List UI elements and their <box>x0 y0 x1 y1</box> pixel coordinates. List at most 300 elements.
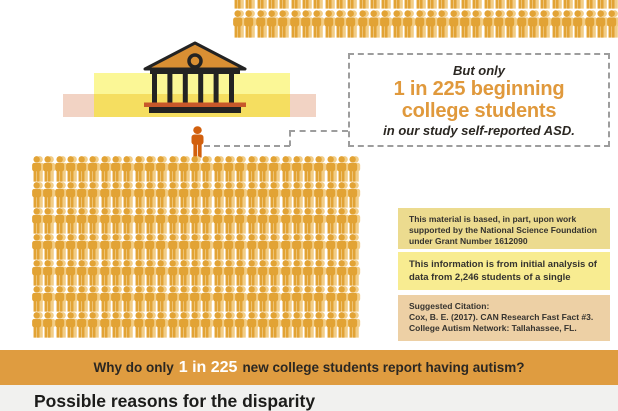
person-icon <box>268 234 279 260</box>
person-icon <box>313 312 324 338</box>
person-icon <box>178 156 189 182</box>
person-icon <box>212 208 223 234</box>
person-icon <box>425 0 436 9</box>
person-icon <box>323 0 334 9</box>
person-icon <box>189 182 200 208</box>
person-icon <box>99 286 110 312</box>
person-icon <box>110 182 121 208</box>
person-icon <box>76 312 87 338</box>
person-icon <box>178 260 189 286</box>
person-icon <box>257 312 268 338</box>
person-icon <box>144 234 155 260</box>
person-icon <box>167 234 178 260</box>
person-icon <box>87 156 98 182</box>
person-icon <box>470 0 481 9</box>
citation-box <box>398 295 610 341</box>
person-icon <box>347 260 358 286</box>
person-icon <box>347 234 358 260</box>
person-icon <box>223 260 234 286</box>
person-icon <box>516 0 527 9</box>
person-icon <box>291 208 302 234</box>
person-icon <box>234 312 245 338</box>
person-icon <box>234 234 245 260</box>
person-icon <box>277 10 288 38</box>
nsf-credit-box: This material is based, in part, upon work supported by the National Science Foundation under Grant Number 1612090 <box>398 208 610 249</box>
person-icon <box>121 286 132 312</box>
person-icon <box>110 208 121 234</box>
person-icon <box>538 0 549 9</box>
person-icon <box>538 10 549 38</box>
person-icon <box>155 234 166 260</box>
person-icon <box>99 156 110 182</box>
person-icon <box>42 234 53 260</box>
person-icon <box>99 312 110 338</box>
person-icon <box>200 208 211 234</box>
person-icon <box>223 234 234 260</box>
person-icon <box>257 286 268 312</box>
person-icon <box>345 0 356 9</box>
person-icon <box>482 10 493 38</box>
person-icon <box>280 156 291 182</box>
person-icon <box>448 0 459 9</box>
person-icon <box>155 182 166 208</box>
person-icon <box>54 286 65 312</box>
person-icon <box>414 0 425 9</box>
person-icon <box>76 260 87 286</box>
person-icon <box>246 260 257 286</box>
person-icon <box>200 286 211 312</box>
person-icon <box>291 234 302 260</box>
top-students-crowd <box>232 0 618 39</box>
crowd-row <box>232 0 618 10</box>
callout-box <box>348 53 610 147</box>
person-icon <box>345 10 356 38</box>
person-icon <box>391 0 402 9</box>
person-icon <box>42 312 53 338</box>
person-icon <box>313 182 324 208</box>
person-icon <box>54 234 65 260</box>
crowd-row <box>31 286 359 312</box>
person-icon <box>302 260 313 286</box>
person-icon <box>133 156 144 182</box>
citation-line: College Autism Network: Tallahassee, FL. <box>409 323 577 334</box>
person-icon <box>291 312 302 338</box>
person-icon <box>291 182 302 208</box>
section-heading: Possible reasons for the disparity <box>34 391 316 411</box>
crowd-row <box>232 10 618 39</box>
person-icon <box>155 260 166 286</box>
person-icon <box>268 312 279 338</box>
person-icon <box>223 182 234 208</box>
person-icon <box>54 260 65 286</box>
person-icon <box>255 0 266 9</box>
person-icon <box>280 234 291 260</box>
person-icon <box>246 286 257 312</box>
person-icon <box>504 10 515 38</box>
person-icon <box>313 208 324 234</box>
person-icon <box>121 156 132 182</box>
person-icon <box>212 312 223 338</box>
person-icon <box>189 312 200 338</box>
person-icon <box>313 260 324 286</box>
person-icon <box>76 156 87 182</box>
crowd-row <box>31 208 359 234</box>
person-icon <box>246 312 257 338</box>
person-icon <box>212 156 223 182</box>
person-icon <box>493 10 504 38</box>
person-icon <box>65 156 76 182</box>
callout-detail: in our study self-reported ASD. <box>383 122 575 138</box>
citation-line: Suggested Citation: <box>409 301 490 311</box>
person-icon <box>31 260 42 286</box>
person-icon <box>200 182 211 208</box>
person-icon <box>200 156 211 182</box>
person-icon <box>234 260 245 286</box>
data-source-box: This information is from initial analysis of data from 2,246 students of a single <box>398 252 610 290</box>
person-icon <box>334 0 345 9</box>
person-icon <box>280 182 291 208</box>
person-icon <box>54 182 65 208</box>
person-icon <box>87 234 98 260</box>
person-icon <box>99 182 110 208</box>
person-icon <box>302 312 313 338</box>
person-icon <box>178 182 189 208</box>
person-icon <box>54 156 65 182</box>
person-icon <box>76 234 87 260</box>
person-icon <box>336 182 347 208</box>
person-icon <box>31 156 42 182</box>
person-icon <box>234 208 245 234</box>
person-icon <box>595 10 606 38</box>
person-icon <box>155 286 166 312</box>
person-icon <box>110 260 121 286</box>
person-icon <box>110 286 121 312</box>
person-icon <box>189 286 200 312</box>
person-icon <box>133 208 144 234</box>
person-icon <box>550 0 561 9</box>
person-icon <box>167 156 178 182</box>
person-icon <box>595 0 606 9</box>
crowd-row <box>31 312 359 338</box>
person-icon <box>302 182 313 208</box>
person-icon <box>325 312 336 338</box>
person-icon <box>121 234 132 260</box>
person-icon <box>291 156 302 182</box>
person-icon <box>561 0 572 9</box>
person-icon <box>280 286 291 312</box>
person-icon <box>336 156 347 182</box>
person-icon <box>313 286 324 312</box>
person-icon <box>42 260 53 286</box>
person-icon <box>459 10 470 38</box>
person-icon <box>76 208 87 234</box>
person-icon <box>121 312 132 338</box>
person-icon <box>257 182 268 208</box>
person-icon <box>31 234 42 260</box>
person-icon <box>76 182 87 208</box>
person-icon <box>65 286 76 312</box>
person-icon <box>189 234 200 260</box>
person-icon <box>313 234 324 260</box>
person-icon <box>302 156 313 182</box>
person-icon <box>110 234 121 260</box>
person-icon <box>234 182 245 208</box>
crowd-row <box>31 260 359 286</box>
person-icon <box>189 260 200 286</box>
person-icon <box>31 312 42 338</box>
person-icon <box>234 156 245 182</box>
question-banner <box>0 350 618 385</box>
person-icon <box>42 208 53 234</box>
person-icon <box>144 260 155 286</box>
person-icon <box>391 10 402 38</box>
person-icon <box>268 286 279 312</box>
callout-subject: college students <box>401 99 557 122</box>
person-icon <box>121 182 132 208</box>
callout-ratio: 1 in 225 beginning <box>393 77 565 100</box>
person-icon <box>76 286 87 312</box>
banner-suffix: new college students report having autism? <box>242 360 525 375</box>
person-icon <box>379 0 390 9</box>
person-icon <box>232 0 243 9</box>
person-icon <box>448 10 459 38</box>
person-icon <box>65 312 76 338</box>
person-icon <box>291 260 302 286</box>
citation-line: Cox, B. E. (2017). CAN Research Fast Fact #3. <box>409 312 594 323</box>
college-building-icon <box>142 40 248 114</box>
person-icon <box>87 182 98 208</box>
person-icon <box>584 0 595 9</box>
students-crowd-grid <box>31 156 359 338</box>
person-icon <box>144 182 155 208</box>
person-icon <box>212 234 223 260</box>
crowd-row <box>31 156 359 182</box>
person-icon <box>325 182 336 208</box>
person-icon <box>584 10 595 38</box>
person-icon <box>121 208 132 234</box>
person-icon <box>402 0 413 9</box>
person-icon <box>246 234 257 260</box>
banner-ratio: 1 in 225 <box>178 358 238 376</box>
person-icon <box>212 182 223 208</box>
person-icon <box>257 260 268 286</box>
person-icon <box>280 312 291 338</box>
person-icon <box>302 234 313 260</box>
person-icon <box>144 312 155 338</box>
person-icon <box>436 10 447 38</box>
person-icon <box>257 156 268 182</box>
person-icon <box>289 10 300 38</box>
person-icon <box>334 10 345 38</box>
person-icon <box>167 208 178 234</box>
person-icon <box>99 208 110 234</box>
person-icon <box>133 234 144 260</box>
person-icon <box>189 208 200 234</box>
person-icon <box>268 208 279 234</box>
person-icon <box>200 260 211 286</box>
person-icon <box>87 260 98 286</box>
person-icon <box>280 208 291 234</box>
person-icon <box>65 234 76 260</box>
person-icon <box>65 260 76 286</box>
connector-line <box>289 131 291 146</box>
person-icon <box>133 312 144 338</box>
person-icon <box>99 234 110 260</box>
person-icon <box>482 0 493 9</box>
connector-line <box>204 145 290 147</box>
person-icon <box>402 10 413 38</box>
person-icon <box>31 182 42 208</box>
person-icon <box>223 208 234 234</box>
person-icon <box>606 10 617 38</box>
person-icon <box>325 156 336 182</box>
person-icon <box>246 156 257 182</box>
person-icon <box>65 182 76 208</box>
person-icon <box>300 0 311 9</box>
person-icon <box>313 156 324 182</box>
person-icon <box>133 182 144 208</box>
person-icon <box>414 10 425 38</box>
person-icon <box>167 312 178 338</box>
person-icon <box>336 234 347 260</box>
person-icon <box>121 260 132 286</box>
person-icon <box>243 10 254 38</box>
person-icon <box>347 208 358 234</box>
person-icon <box>311 10 322 38</box>
person-icon <box>155 312 166 338</box>
person-icon <box>65 208 76 234</box>
bottom-section <box>0 385 618 411</box>
person-icon <box>178 286 189 312</box>
person-icon <box>323 10 334 38</box>
person-icon <box>31 286 42 312</box>
person-icon <box>246 182 257 208</box>
person-icon <box>302 208 313 234</box>
person-icon <box>425 10 436 38</box>
person-icon <box>606 0 617 9</box>
person-icon <box>325 260 336 286</box>
person-icon <box>110 312 121 338</box>
person-icon <box>368 10 379 38</box>
person-icon <box>144 286 155 312</box>
person-icon <box>178 312 189 338</box>
person-icon <box>31 208 42 234</box>
person-icon <box>232 10 243 38</box>
person-icon <box>266 10 277 38</box>
person-icon <box>347 156 358 182</box>
banner-prefix: Why do only <box>93 360 174 375</box>
person-icon <box>110 156 121 182</box>
person-icon <box>268 182 279 208</box>
person-icon <box>133 286 144 312</box>
person-icon <box>561 10 572 38</box>
crowd-row <box>31 234 359 260</box>
person-icon <box>336 286 347 312</box>
person-icon <box>357 0 368 9</box>
person-icon <box>167 182 178 208</box>
person-icon <box>325 234 336 260</box>
person-icon <box>178 234 189 260</box>
person-icon <box>167 286 178 312</box>
single-student-icon <box>190 126 205 158</box>
person-icon <box>133 260 144 286</box>
person-icon <box>42 286 53 312</box>
person-icon <box>336 260 347 286</box>
person-icon <box>42 156 53 182</box>
person-icon <box>155 208 166 234</box>
person-icon <box>144 156 155 182</box>
person-icon <box>504 0 515 9</box>
person-icon <box>527 10 538 38</box>
person-icon <box>291 286 302 312</box>
person-icon <box>255 10 266 38</box>
crowd-row <box>31 182 359 208</box>
person-icon <box>200 234 211 260</box>
person-icon <box>223 286 234 312</box>
person-icon <box>246 208 257 234</box>
person-icon <box>223 312 234 338</box>
person-icon <box>325 208 336 234</box>
person-icon <box>212 260 223 286</box>
person-icon <box>379 10 390 38</box>
person-icon <box>54 312 65 338</box>
person-icon <box>54 208 65 234</box>
person-icon <box>336 312 347 338</box>
person-icon <box>516 10 527 38</box>
person-icon <box>234 286 245 312</box>
person-icon <box>280 260 291 286</box>
person-icon <box>167 260 178 286</box>
person-icon <box>42 182 53 208</box>
person-icon <box>436 0 447 9</box>
person-icon <box>300 10 311 38</box>
person-icon <box>289 0 300 9</box>
connector-line <box>289 130 348 132</box>
person-icon <box>572 0 583 9</box>
person-icon <box>459 0 470 9</box>
person-icon <box>368 0 379 9</box>
person-icon <box>347 182 358 208</box>
person-icon <box>155 156 166 182</box>
person-icon <box>87 286 98 312</box>
person-icon <box>325 286 336 312</box>
person-icon <box>493 0 504 9</box>
person-icon <box>223 156 234 182</box>
person-icon <box>336 208 347 234</box>
callout-intro: But only <box>453 62 505 78</box>
person-icon <box>572 10 583 38</box>
person-icon <box>266 0 277 9</box>
person-icon <box>470 10 481 38</box>
person-icon <box>550 10 561 38</box>
person-icon <box>311 0 322 9</box>
person-icon <box>268 156 279 182</box>
person-icon <box>144 208 155 234</box>
person-icon <box>347 312 358 338</box>
person-icon <box>257 234 268 260</box>
person-icon <box>189 156 200 182</box>
person-icon <box>87 208 98 234</box>
person-icon <box>87 312 98 338</box>
person-icon <box>527 0 538 9</box>
person-icon <box>268 260 279 286</box>
person-icon <box>243 0 254 9</box>
person-icon <box>347 286 358 312</box>
person-icon <box>277 0 288 9</box>
person-icon <box>257 208 268 234</box>
person-icon <box>178 208 189 234</box>
person-icon <box>302 286 313 312</box>
